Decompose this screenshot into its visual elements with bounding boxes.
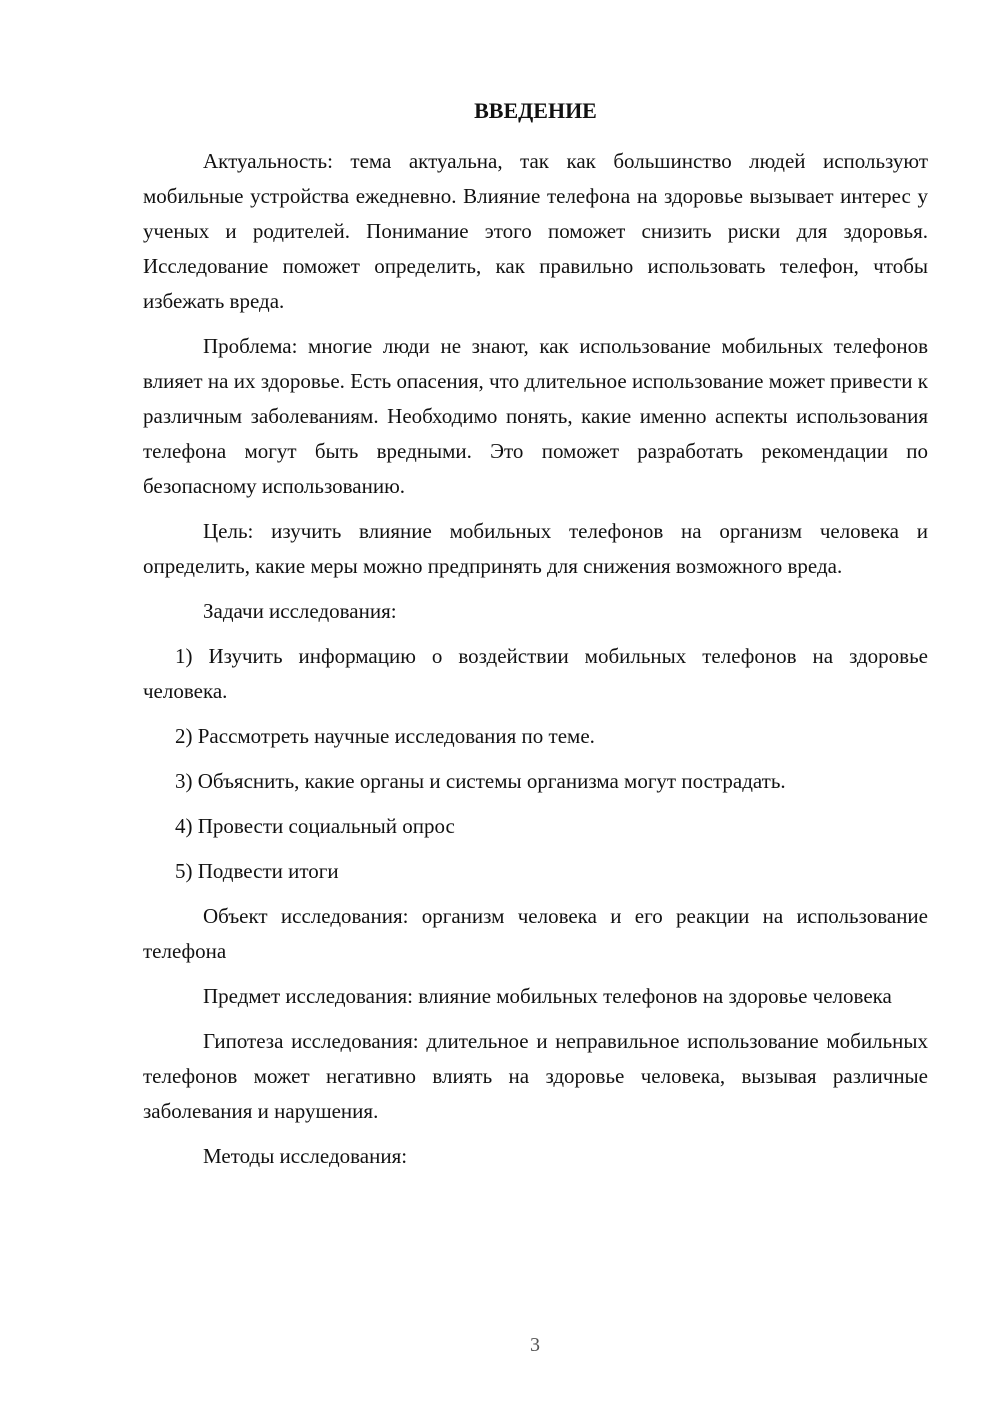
relevance-paragraph: Актуальность: тема актуальна, так как большинство людей используют мобильные устройства ежедневно. Влияние телефона на здоровье вызывает интерес у ученых и родителей. Понимание этого поможет снизить риски для здоровья. Исследование поможет определить, как правильно использовать телефон, чтобы избежать вреда. bbox=[143, 149, 928, 313]
problem-paragraph: Проблема: многие люди не знают, как использование мобильных телефонов влияет на их здоровье. Есть опасения, что длительное использование может привести к различным заболеваниям. Необходимо понять, какие именно аспекты использования телефона могут быть вредными. Это поможет разработать рекомендации по безопасному использованию. bbox=[143, 334, 928, 498]
task-item: 5) Подвести итоги bbox=[175, 859, 339, 883]
section-title: ВВЕДЕНИЕ bbox=[474, 98, 597, 123]
page-content bbox=[143, 96, 928, 1174]
tasks-heading: Задачи исследования: bbox=[203, 599, 397, 623]
task-item: 4) Провести социальный опрос bbox=[175, 814, 455, 838]
object-paragraph: Объект исследования: организм человека и его реакции на использование телефона bbox=[143, 904, 928, 963]
subject-paragraph: Предмет исследования: влияние мобильных телефонов на здоровье человека bbox=[203, 984, 892, 1008]
hypothesis-paragraph: Гипотеза исследования: длительное и неправильное использование мобильных телефонов может негативно влиять на здоровье человека, вызывая различные заболевания и нарушения. bbox=[143, 1029, 928, 1123]
page-number: 3 bbox=[530, 1334, 540, 1356]
task-item: 1) Изучить информацию о воздействии мобильных телефонов на здоровье человека. bbox=[143, 644, 928, 703]
methods-heading: Методы исследования: bbox=[203, 1144, 408, 1168]
goal-paragraph: Цель: изучить влияние мобильных телефонов на организм человека и определить, какие меры можно предпринять для снижения возможного вреда. bbox=[143, 519, 928, 578]
task-item: 3) Объяснить, какие органы и системы организма могут пострадать. bbox=[175, 769, 786, 793]
task-item: 2) Рассмотреть научные исследования по теме. bbox=[175, 724, 595, 748]
